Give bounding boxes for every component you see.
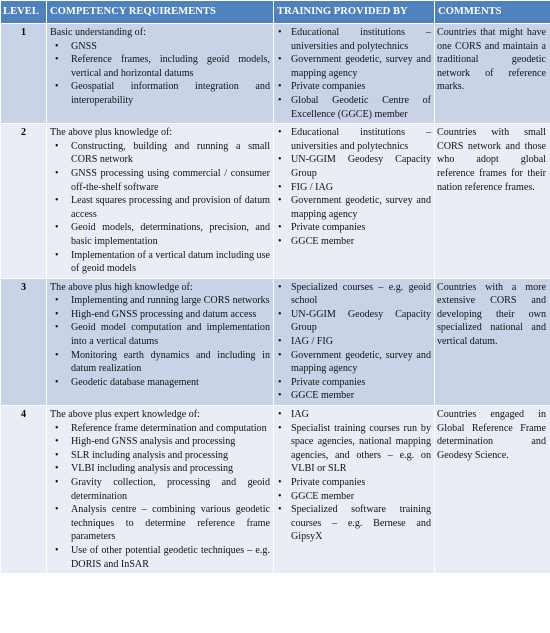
requirement-item: • Implementing and running large CORS networks (50, 294, 270, 308)
requirement-item: • Constructing, building and running a small CORS network (50, 140, 270, 167)
requirement-item: • VLBI including analysis and processing (50, 462, 270, 476)
header-row (1, 1, 550, 24)
training-item: • Private companies (277, 376, 431, 390)
requirements-intro: Basic understanding of: (50, 27, 146, 38)
table-row (1, 24, 550, 124)
training-cell (274, 124, 435, 279)
table-row (1, 124, 550, 279)
training-item: • GGCE member (277, 490, 431, 504)
requirement-item: • Gravity collection, processing and geoid determination (50, 476, 270, 503)
training-item: • Global Geodetic Centre of Excellence (GGCE) member (277, 94, 431, 121)
training-item: • Educational institutions – universities and polytechnics (277, 126, 431, 153)
requirements-intro: The above plus high knowledge of: (50, 281, 193, 293)
training-item: • IAG (277, 408, 431, 422)
requirement-item: • Reference frame determination and computation (50, 422, 270, 436)
requirement-item: • Implementation of a vertical datum including use of geoid models (50, 249, 270, 276)
requirement-item: • Reference frames, including geoid models, vertical and horizontal datums (50, 53, 270, 80)
comments-cell: Countries with a more extensive CORS and developing their own specialized national and vertical datum. (435, 278, 550, 405)
requirement-item: • High-end GNSS processing and datum access (50, 308, 270, 322)
requirement-item: • Monitoring earth dynamics and including in datum realization (50, 349, 270, 376)
training-item: • UN-GGIM Geodesy Capacity Group (277, 308, 431, 335)
requirement-item: • High-end GNSS analysis and processing (50, 435, 270, 449)
training-cell (274, 406, 435, 574)
requirements-list (50, 140, 270, 276)
requirement-item: • Geoid model computation and implementation into a vertical datums (50, 321, 270, 348)
training-item: • Government geodetic, survey and mapping agency (277, 349, 431, 376)
requirements-list (50, 40, 270, 108)
level-cell (1, 406, 47, 574)
training-item: • Government geodetic, survey and mapping agency (277, 194, 431, 221)
training-item: • GGCE member (277, 389, 431, 403)
level-cell (1, 278, 47, 405)
level-number: 1 (20, 27, 27, 38)
training-item: • IAG / FIG (277, 335, 431, 349)
level-cell (1, 24, 47, 124)
training-item: • Specialized software training courses – e.g. Bernese and GipsyX (277, 503, 431, 544)
training-list (277, 281, 431, 403)
requirements-cell (47, 278, 274, 405)
requirements-list (50, 422, 270, 572)
level-number: 4 (20, 409, 27, 421)
comments-cell: Countries that might have one CORS and maintain a traditional geodetic network of reference marks. (435, 24, 550, 124)
training-cell (274, 278, 435, 405)
requirements-intro: The above plus expert knowledge of: (50, 409, 200, 421)
comments-cell: Countries engaged in Global Reference Frame determination and Geodesy Science. (435, 406, 550, 574)
table-body (1, 24, 550, 574)
requirement-item: • Analysis centre – combining various geodetic techniques to determine reference frame parameters (50, 503, 270, 544)
training-item: • FIG / IAG (277, 181, 431, 195)
requirements-cell (47, 24, 274, 124)
requirement-item: • SLR including analysis and processing (50, 449, 270, 463)
requirements-intro: The above plus knowledge of: (50, 127, 173, 139)
level-number: 2 (20, 127, 27, 139)
requirement-item: • GNSS processing using commercial / consumer off-the-shelf software (50, 167, 270, 194)
header-level: LEVEL (1, 1, 47, 24)
requirement-item: • Use of other potential geodetic techniques – e.g. DORIS and InSAR (50, 544, 270, 571)
requirement-item: • Least squares processing and provision of datum access (50, 194, 270, 221)
table-row (1, 406, 550, 574)
requirements-cell (47, 406, 274, 574)
comments-cell: Countries with small CORS network and those who adopt global reference frames for their nation reference frames. (435, 124, 550, 279)
training-item: • GGCE member (277, 235, 431, 249)
header-comments: COMMENTS (435, 1, 550, 24)
requirement-item: • GNSS (50, 40, 270, 54)
requirements-list (50, 294, 270, 389)
header-training-provided-by: TRAINING PROVIDED BY (274, 1, 435, 24)
training-item: • Educational institutions – universities and polytechnics (277, 26, 431, 53)
requirement-item: • Geodetic database management (50, 376, 270, 390)
training-cell (274, 24, 435, 124)
requirement-item: • Geoid models, determinations, precision, and basic implementation (50, 221, 270, 248)
training-item: • Specialized courses – e.g. geoid school (277, 281, 431, 308)
requirement-item: • Geospatial information integration and interoperability (50, 80, 270, 107)
training-item: • Private companies (277, 80, 431, 94)
training-item: • UN-GGIM Geodesy Capacity Group (277, 153, 431, 180)
requirements-cell (47, 124, 274, 279)
level-cell (1, 124, 47, 279)
training-list (277, 408, 431, 544)
header-competency-requirements: COMPETENCY REQUIREMENTS (47, 1, 274, 24)
training-item: • Specialist training courses run by space agencies, national mapping agencies, and others – e.g. on VLBI or SLR (277, 422, 431, 476)
table-row (1, 278, 550, 405)
level-number: 3 (20, 281, 27, 293)
training-list (277, 126, 431, 248)
training-list (277, 26, 431, 121)
training-item: • Private companies (277, 476, 431, 490)
training-item: • Government geodetic, survey and mapping agency (277, 53, 431, 80)
training-item: • Private companies (277, 221, 431, 235)
